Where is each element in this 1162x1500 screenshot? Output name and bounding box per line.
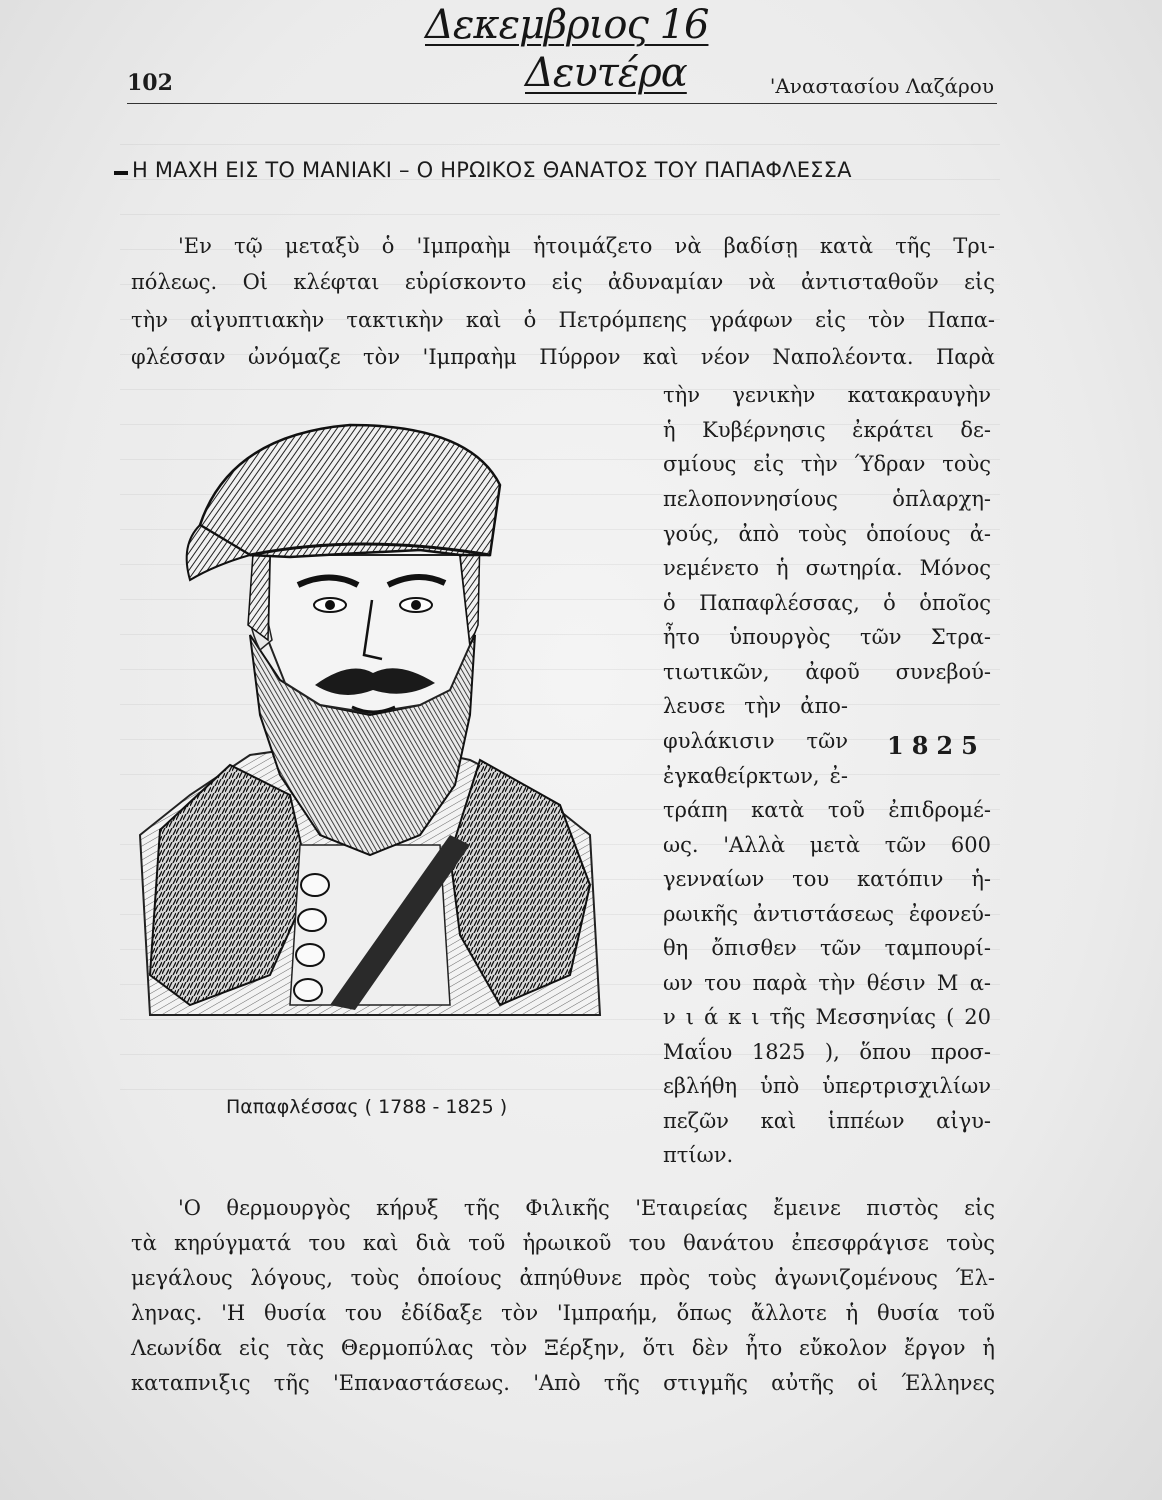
column-line: εβλήθη ὑπὸ ὑπερτρισχιλίων bbox=[663, 1074, 991, 1098]
column-line: ων του παρὰ τὴν θέσιν Μ α- bbox=[663, 971, 991, 995]
column-line: τράπη κατὰ τοῦ ἐπιδρομέ- bbox=[663, 798, 991, 822]
column-line: φυλάκισιν τῶν bbox=[663, 729, 848, 753]
column-line: ἐγκαθείρκτων, ἐ- bbox=[663, 764, 848, 788]
column-line: γούς, ἀπὸ τοὺς ὁποίους ἀ- bbox=[663, 522, 991, 546]
column-line: ν ι ά κ ι τῆς Μεσσηνίας ( 20 bbox=[663, 1005, 991, 1029]
paragraph-line: καταπνιξις τῆς 'Επαναστάσεως. 'Απὸ τῆς στιγμῆς αὐτῆς οἱ Έλληνες bbox=[131, 1371, 995, 1395]
column-line: πελοποννησίους ὁπλαρχη- bbox=[663, 487, 991, 511]
paragraph-line: 'Εν τῷ μεταξὺ ὁ 'Ιμπραὴμ ἡτοιμάζετο νὰ βαδίσῃ κατὰ τῆς Τρι- bbox=[178, 234, 995, 258]
column-line: ἡ Κυβέρνησις ἐκράτει δε- bbox=[663, 418, 991, 442]
running-head-author: 'Αναστασίου Λαζάρου bbox=[769, 74, 994, 98]
handwritten-day: Δευτέρα bbox=[525, 50, 687, 96]
portrait-caption: Παπαφλέσσας ( 1788 - 1825 ) bbox=[226, 1096, 508, 1118]
column-line: ἦτο ὑπουργὸς τῶν Στρα- bbox=[663, 625, 991, 649]
page-number: 102 bbox=[127, 70, 173, 96]
paragraph-line: πόλεως. Οἱ κλέφται εὑρίσκοντο εἰς ἀδυναμίαν νὰ ἀντισταθοῦν εἰς bbox=[131, 270, 995, 294]
paragraph-line: τὰ κηρύγματά του καὶ διὰ τοῦ ἡρωικοῦ του θανάτου ἐπεσφράγισε τοὺς bbox=[131, 1231, 995, 1255]
paragraph-line: 'Ο θερμουργὸς κήρυξ τῆς Φιλικῆς 'Εταιρείας ἔμεινε πιστὸς εἰς bbox=[178, 1196, 995, 1220]
column-line: Μαΐου 1825 ), ὅπου προσ- bbox=[663, 1040, 991, 1064]
section-title: Η ΜΑΧΗ ΕΙΣ ΤΟ ΜΑΝΙΑΚΙ – Ο ΗΡΩΙΚΟΣ ΘΑΝΑΤΟΣ ΤΟΥ ΠΑΠΑΦΛΕΣΣΑ bbox=[132, 158, 852, 182]
column-line: ρωικῆς ἀντιστάσεως ἐφονεύ- bbox=[663, 902, 991, 926]
column-line: λευσε τὴν ἀπο- bbox=[663, 694, 848, 718]
column-line: σμίους εἰς τὴν Ύδραν τοὺς bbox=[663, 452, 991, 476]
paragraph-line: μεγάλους λόγους, τοὺς ὁποίους ἀπηύθυνε πρὸς τοὺς ἀγωνιζομένους Έλ- bbox=[131, 1266, 995, 1290]
column-line: τὴν γενικὴν κατακραυγὴν bbox=[663, 383, 991, 407]
paragraph-line: Λεωνίδα εἰς τὰς Θερμοπύλας τὸν Ξέρξην, ὅτι δὲν ἦτο εὔκολον ἔργον ἡ bbox=[131, 1336, 995, 1360]
handwritten-date: Δεκεμβριος 16 bbox=[425, 2, 709, 48]
column-line: πτίων. bbox=[663, 1143, 734, 1167]
column-line: τιωτικῶν, ἀφοῦ συνεβού- bbox=[663, 660, 991, 684]
column-line: ως. 'Αλλὰ μετὰ τῶν 600 bbox=[663, 833, 991, 857]
papaflessas-portrait bbox=[120, 415, 610, 1090]
paragraph-line: τὴν αἰγυπτιακὴν τακτικὴν καὶ ὁ Πετρόμπεης γράφων εἰς τὸν Παπα- bbox=[131, 308, 995, 332]
column-line: νεμένετο ἡ σωτηρία. Μόνος bbox=[663, 556, 991, 580]
column-line: γενναίων του κατόπιν ἡ- bbox=[663, 867, 991, 891]
title-dash-mark bbox=[114, 171, 128, 175]
column-line: πεζῶν καὶ ἱππέων αἰγυ- bbox=[663, 1109, 991, 1133]
margin-year: 1825 bbox=[887, 731, 986, 760]
paragraph-line: ληνας. 'Η θυσία του ἐδίδαξε τὸν 'Ιμπραήμ, ὅπως ἄλλοτε ἡ θυσία τοῦ bbox=[131, 1301, 995, 1325]
column-line: θη ὄπισθεν τῶν ταμπουρί- bbox=[663, 936, 991, 960]
paragraph-line: φλέσσαν ὠνόμαζε τὸν 'Ιμπραὴμ Πύρρον καὶ νέον Ναπολέοντα. Παρὰ bbox=[131, 345, 995, 369]
column-line: ὁ Παπαφλέσσας, ὁ ὁποῖος bbox=[663, 591, 991, 615]
header-rule bbox=[127, 103, 997, 104]
